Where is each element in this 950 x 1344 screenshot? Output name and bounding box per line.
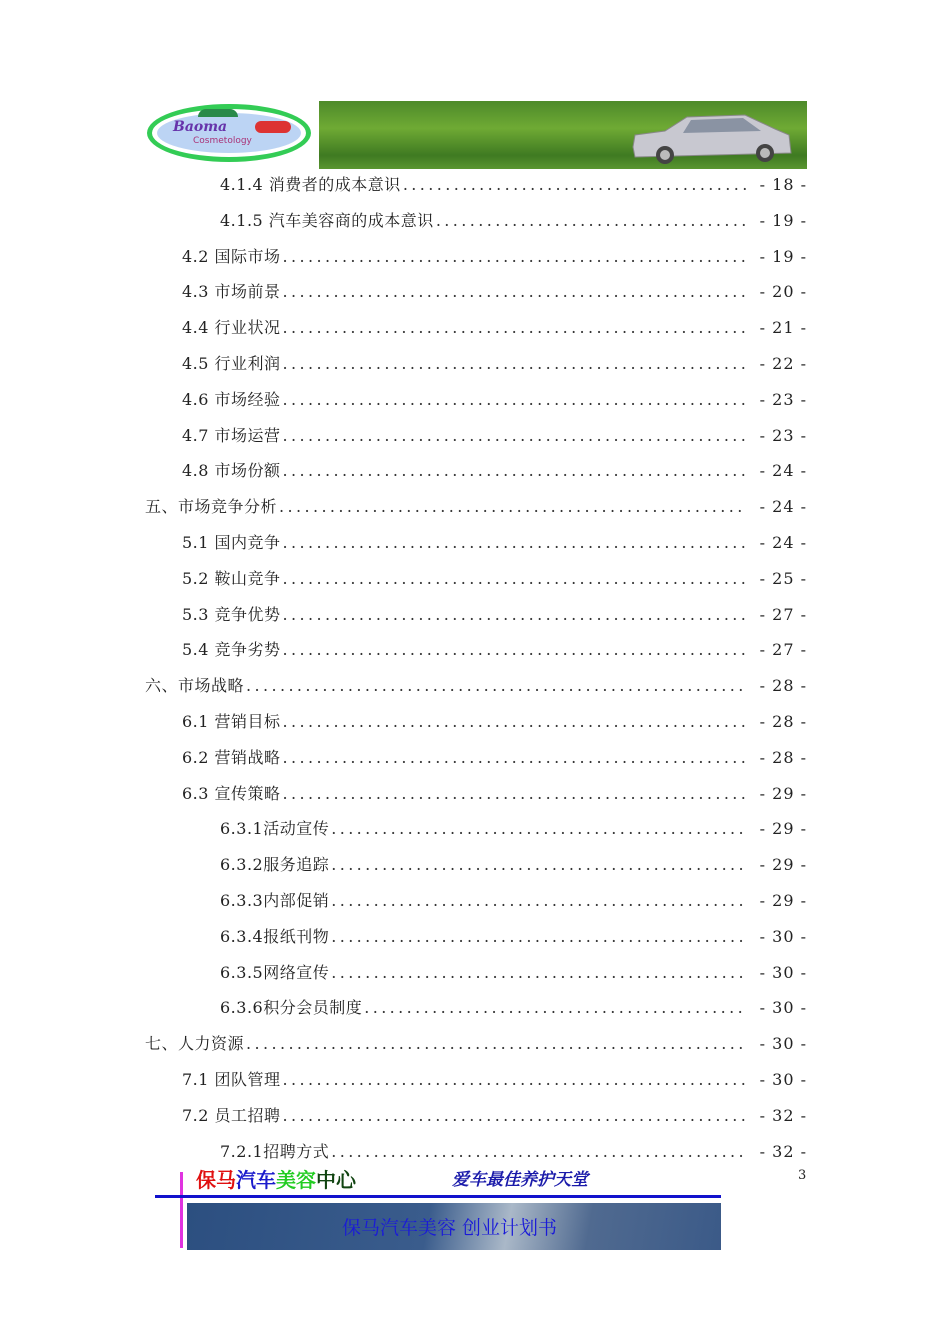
toc-entry-page: - 29 -	[759, 819, 807, 839]
toc-entry-label: 4.8 市场份额	[182, 461, 281, 481]
toc-entry-label: 6.1 营销目标	[182, 712, 281, 731]
toc-entry-page: - 32 -	[759, 1105, 807, 1125]
toc-entry[interactable]	[220, 210, 807, 232]
toc-entry-page: - 18 -	[759, 175, 807, 194]
toc-entry-label: 5.3 竞争优势	[182, 604, 281, 624]
leader-dots: .......................................................	[282, 282, 750, 302]
toc-entry[interactable]	[145, 1033, 807, 1055]
leader-dots: .................................................	[331, 891, 748, 910]
toc-entry[interactable]	[182, 1105, 807, 1127]
leader-dots: .................................................	[331, 1141, 748, 1161]
toc-entry-label: 4.7 市场运营	[182, 425, 281, 445]
footer-accent-line	[180, 1172, 183, 1248]
footer-title-part: 中心	[316, 1168, 356, 1192]
toc-entry-page: - 24 -	[759, 533, 807, 552]
leader-dots: .............................................	[364, 998, 747, 1018]
leader-dots: .......................................................	[282, 1105, 750, 1125]
toc-entry-label: 6.3.4报纸刊物	[220, 926, 330, 946]
leader-dots: .......................................................	[282, 712, 750, 731]
car-image	[625, 109, 795, 165]
toc-entry-page: - 28 -	[759, 747, 807, 767]
leader-dots: .......................................................	[282, 604, 750, 624]
toc-entry[interactable]	[182, 460, 807, 482]
footer-title-part: 汽车	[236, 1168, 276, 1192]
toc-entry-page: - 28 -	[759, 676, 807, 696]
toc-entry-page: - 20 -	[759, 282, 807, 302]
toc-entry-page: - 29 -	[759, 783, 807, 803]
toc-entry[interactable]	[182, 281, 807, 303]
toc-entry[interactable]	[220, 854, 807, 876]
toc-entry-label: 6.3.6积分会员制度	[220, 998, 363, 1018]
toc-entry-label: 5.1 国内竞争	[182, 533, 281, 552]
toc-entry-page: - 23 -	[759, 425, 807, 445]
toc-entry-label: 6.3.3内部促销	[220, 891, 330, 910]
toc-entry[interactable]	[145, 675, 807, 697]
leader-dots: .....................................	[435, 210, 750, 230]
toc-entry-page: - 30 -	[759, 962, 807, 982]
toc-entry-label: 5.4 竞争劣势	[182, 640, 281, 660]
toc-entry[interactable]	[182, 747, 807, 769]
header-grass-image	[319, 101, 807, 169]
toc-entry-label: 7.2 员工招聘	[182, 1105, 281, 1125]
logo-subtitle: Cosmetology	[193, 136, 252, 146]
leader-dots: .......................................................	[282, 461, 750, 481]
toc-entry-label: 七、人力资源	[145, 1034, 245, 1054]
toc-entry[interactable]	[182, 783, 807, 805]
leader-dots: .......................................................	[282, 783, 750, 803]
toc-entry-page: - 32 -	[759, 1141, 807, 1161]
toc-entry-page: - 21 -	[759, 318, 807, 338]
toc-entry[interactable]	[220, 818, 807, 840]
baoma-logo	[143, 101, 317, 169]
toc-entry[interactable]	[182, 568, 807, 590]
toc-entry-page: - 30 -	[759, 926, 807, 946]
toc-entry-page: - 30 -	[759, 1034, 807, 1054]
toc-entry-label: 7.2.1招聘方式	[220, 1141, 330, 1161]
toc-entry-page: - 27 -	[759, 640, 807, 660]
leader-dots: .......................................................	[282, 533, 750, 552]
toc-entry-page: - 30 -	[759, 998, 807, 1018]
leader-dots: .......................................................	[282, 318, 750, 338]
toc-entry-label: 6.3.5网络宣传	[220, 962, 330, 982]
toc-entry[interactable]	[182, 389, 807, 411]
toc-entry-label: 六、市场战略	[145, 676, 245, 696]
toc-entry-page: - 25 -	[759, 568, 807, 588]
toc-entry-page: - 19 -	[759, 246, 807, 266]
toc-entry[interactable]	[182, 1069, 807, 1091]
toc-entry-label: 6.2 营销战略	[182, 747, 281, 767]
footer-banner-text: 保马汽车美容 创业计划书	[342, 1217, 558, 1239]
toc-entry[interactable]	[220, 1141, 807, 1163]
footer-title-part: 保马	[196, 1168, 236, 1192]
leader-dots: .................................................	[331, 926, 748, 946]
toc-entry-page: - 24 -	[759, 461, 807, 481]
toc-entry[interactable]	[220, 997, 807, 1019]
toc-entry-label: 4.1.5 汽车美容商的成本意识	[220, 210, 434, 230]
leader-dots: .......................................................	[282, 1070, 750, 1089]
toc-entry[interactable]	[182, 711, 807, 733]
toc-entry[interactable]	[220, 962, 807, 984]
leader-dots: .........................................	[402, 175, 751, 194]
toc-entry-page: - 23 -	[759, 389, 807, 409]
toc-entry[interactable]	[182, 425, 807, 447]
leader-dots: .................................................	[331, 819, 748, 839]
toc-entry[interactable]	[145, 496, 807, 518]
leader-dots: .................................................	[331, 855, 748, 875]
toc-entry-label: 5.2 鞍山竞争	[182, 568, 281, 588]
toc-entry-page: - 30 -	[759, 1070, 807, 1089]
toc-entry-page: - 28 -	[759, 712, 807, 731]
toc-entry-label: 4.1.4 消费者的成本意识	[220, 175, 401, 194]
toc-entry-label: 6.3 宣传策略	[182, 783, 281, 803]
leader-dots: .......................................................	[282, 640, 750, 660]
leader-dots: .......................................................	[282, 568, 750, 588]
toc-entry[interactable]	[220, 890, 807, 912]
leader-dots: .......................................................	[282, 389, 750, 409]
toc-entry-label: 4.3 市场前景	[182, 282, 281, 302]
page-number: 3	[798, 1168, 807, 1183]
footer-company-name	[196, 1168, 356, 1192]
footer-banner	[187, 1203, 721, 1250]
toc-entry[interactable]	[182, 353, 807, 375]
page-header	[143, 101, 807, 169]
toc-entry[interactable]	[220, 174, 807, 196]
toc-entry[interactable]	[220, 926, 807, 948]
leader-dots: .......................................................	[282, 246, 750, 266]
toc-entry[interactable]	[182, 532, 807, 554]
footer-title-part: 美容	[276, 1168, 316, 1192]
toc-entry[interactable]	[182, 246, 807, 268]
toc-entry-label: 4.5 行业利润	[182, 354, 281, 373]
toc-entry-label: 五、市场竞争分析	[145, 497, 278, 517]
toc-entry-page: - 29 -	[759, 855, 807, 875]
toc-entry-label: 4.6 市场经验	[182, 389, 281, 409]
toc-entry-page: - 24 -	[759, 497, 807, 517]
footer-slogan: 爱车最佳养护天堂	[452, 1170, 588, 1190]
toc-entry-label: 7.1 团队管理	[182, 1070, 281, 1089]
toc-entry[interactable]	[182, 604, 807, 626]
leader-dots: .......................................................	[282, 354, 750, 373]
toc-entry-page: - 22 -	[759, 354, 807, 373]
toc-entry-label: 6.3.2服务追踪	[220, 855, 330, 875]
toc-entry[interactable]	[182, 639, 807, 661]
toc-entry-page: - 29 -	[759, 891, 807, 910]
toc-entry-label: 6.3.1活动宣传	[220, 819, 330, 839]
leader-dots: .......................................................	[282, 747, 750, 767]
leader-dots: .................................................	[331, 962, 748, 982]
toc-entry[interactable]	[182, 317, 807, 339]
toc-entry-page: - 27 -	[759, 604, 807, 624]
leader-dots: .......................................................	[279, 497, 746, 517]
leader-dots: ...........................................................	[246, 1034, 747, 1054]
leader-dots: .......................................................	[282, 425, 750, 445]
toc-entry-page: - 19 -	[759, 210, 807, 230]
logo-brand: Baoma	[173, 119, 228, 135]
leader-dots: ...........................................................	[246, 676, 747, 696]
toc-entry-label: 4.4 行业状况	[182, 318, 281, 338]
footer-divider	[155, 1195, 721, 1198]
toc-entry-label: 4.2 国际市场	[182, 246, 281, 266]
